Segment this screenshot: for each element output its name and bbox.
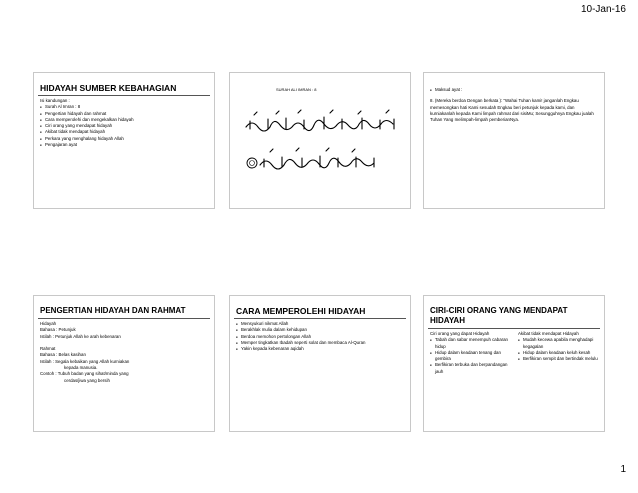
list-item: ■ Cara memperolehi dan mengekalkan hidayah bbox=[40, 117, 208, 123]
slide-content bbox=[34, 96, 214, 148]
maksud-heading: ■ Maksud ayat : bbox=[430, 87, 598, 93]
contents-label: Isi kandungan : bbox=[40, 98, 70, 103]
slide-content bbox=[424, 73, 604, 123]
left-column bbox=[430, 331, 510, 375]
list-item: ■ Akibat tidak mendapat hidayah bbox=[40, 129, 208, 135]
text-line: kepada manusia. bbox=[64, 365, 98, 371]
left-list bbox=[430, 337, 510, 375]
list-item: ■ Pengertian hidayah dan rahmat bbox=[40, 111, 208, 117]
text-line: Hidayah bbox=[40, 321, 57, 326]
text-line: Contoh : Tubuh badan yang sihat/minda yang bbox=[40, 371, 129, 377]
slide-title-bar bbox=[38, 306, 210, 319]
list-item: ■ Mudah kecewa apabila menghadapi kegagalan bbox=[518, 337, 598, 350]
slide-content bbox=[424, 329, 604, 375]
slide-cara-memperolehi-hidayah bbox=[229, 295, 411, 432]
list-item: ■ Yakin kepada kebenaran aqidah bbox=[236, 346, 404, 352]
text-line: Bahasa : Belas kasihan bbox=[40, 352, 86, 358]
slide-hidayah-sumber-kebahagian bbox=[33, 72, 215, 209]
verse-translation: 8. (Mereka berdoa Dengan berkata ): "Wahai Tuhan kami! janganlah Engkau memesongkan hati Kami sesudah Engkau beri petunjuk kepada kami, dan kurniakanlah kepada Kami limpah rahmat dari sisiMu; Sesungguhnya Engkau jualah Tuhan Yang melimpah-limpah pemberianNya. bbox=[430, 98, 594, 123]
page-number: 1 bbox=[620, 464, 626, 475]
right-column bbox=[518, 331, 598, 375]
text-line: Rahmat bbox=[40, 346, 56, 352]
text-line: Istilah : Segala kebaikan yang Allah kurniakan bbox=[40, 358, 130, 364]
slide-content bbox=[230, 319, 410, 352]
list-item: ■ Surah Al Imran : 8 bbox=[40, 104, 208, 110]
slide-title: HIDAYAH SUMBER KEBAHAGIAN bbox=[40, 83, 177, 93]
slide-title: CARA MEMPEROLEHI HIDAYAH bbox=[236, 306, 366, 316]
list-item: ■ Tabah dan sabar menempuh cabaran hidup bbox=[430, 337, 510, 350]
text-line: cerdas/jiwa yang bersih bbox=[64, 377, 110, 383]
list-item: ■ Hidup dalam keadaan keluh kesah bbox=[518, 350, 598, 356]
slide-pengertian-hidayah-rahmat bbox=[33, 295, 215, 432]
method-list bbox=[236, 321, 404, 352]
right-list bbox=[518, 337, 598, 362]
list-item: ■ Mensyukuri nikmat Allah bbox=[236, 321, 404, 327]
header-date: 10-Jan-16 bbox=[580, 4, 626, 15]
list-item: ■ Ciri orang yang mendapat hidayah bbox=[40, 123, 208, 129]
slide-ciri-ciri-orang-mendapat-hidayah bbox=[423, 295, 605, 432]
slide-title-bar bbox=[38, 83, 210, 96]
slide-title: CIRI-CIRI ORANG YANG MENDAPAT HIDAYAH bbox=[430, 306, 568, 325]
list-item: ■ Memper tingkatkan Ibadah seperti solat dan membaca Al-Quran bbox=[236, 340, 404, 346]
right-column-header: Akibat tidak mendapat Hidayah bbox=[518, 331, 579, 336]
list-item: ■ Berdoa memohon pertolongan Allah bbox=[236, 334, 404, 340]
list-item: ■ Perkara yang menghalang hidayah Allah bbox=[40, 136, 208, 142]
left-column-header: Ciri orang yang dapat Hidayah bbox=[430, 331, 490, 336]
surah-caption: SURAH ALI IMRAN : 8 bbox=[276, 87, 317, 92]
slide-title-bar bbox=[234, 306, 406, 319]
slide-title-bar bbox=[428, 306, 600, 329]
list-item: ■ Pengajaran ayat bbox=[40, 142, 208, 148]
arabic-verse-image bbox=[240, 95, 402, 185]
list-item: ■ Berfikiran terbuka dan berpandangan jauh bbox=[430, 362, 510, 375]
slide-title: PENGERTIAN HIDAYAH DAN RAHMAT bbox=[40, 306, 186, 315]
slide-surah-ali-imran bbox=[229, 72, 411, 209]
list-item: ■ Berfikiran sempit dan bertindak melulu bbox=[518, 356, 598, 362]
contents-list bbox=[40, 104, 208, 148]
list-item: ■ Berakhlak mulia dalam kehidupan bbox=[236, 327, 404, 333]
slide-maksud-ayat bbox=[423, 72, 605, 209]
heading-list bbox=[430, 87, 598, 93]
text-line: Istilah : Petunjuk Allah ke arah kebenaran bbox=[40, 333, 121, 339]
text-line: Bahasa : Petunjuk bbox=[40, 327, 76, 333]
slide-content bbox=[34, 319, 214, 384]
list-item: ■ Hidup dalam keadaan tenang dan gembira bbox=[430, 350, 510, 363]
